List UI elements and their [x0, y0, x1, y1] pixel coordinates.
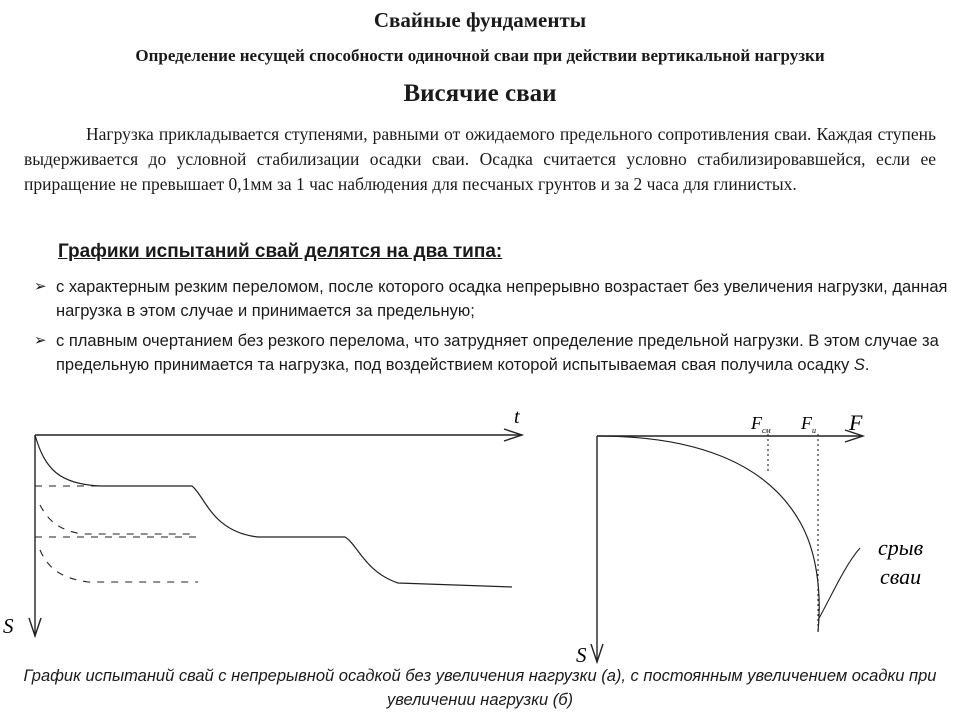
pile-failure-label-line1: срыв — [878, 535, 924, 560]
section-heading: Висячие сваи — [403, 80, 557, 107]
bullet-text: с характерным резким переломом, после которого осадка непрерывно возрастает без увеличения нагрузки, данная нагрузка в этом случае и принимается за предельную; — [56, 278, 948, 320]
settlement-axis-label: S — [576, 643, 587, 667]
pile-failure-label-line2: сваи — [880, 564, 922, 589]
load-settlement-curve — [597, 436, 819, 632]
arrow-bullet-icon: ➢ — [34, 332, 47, 349]
list-item — [30, 329, 950, 377]
list-item — [30, 275, 950, 323]
f-u-label: $F_u$ — [801, 413, 816, 435]
arrow-bullet-icon: ➢ — [34, 278, 47, 295]
bullet-end: . — [864, 356, 870, 374]
settlement-axis-label: S — [3, 614, 14, 638]
test-graph-types-heading: Графики испытаний свай делятся на два типа: — [58, 241, 503, 262]
repeat-curve-2 — [40, 550, 198, 582]
repeat-curve-1 — [40, 505, 195, 534]
bullet-text: с плавным очертанием без резкого перелома, что затрудняет определение предельной нагрузки. В этом случае за предельную принимается та нагрузка, под воздействием которой испытываемая свая получила осадку — [56, 332, 939, 374]
load-axis-label: F — [849, 410, 863, 435]
graph-types-list — [30, 275, 950, 383]
pile-failure-leader — [818, 548, 860, 620]
load-settlement-graph — [560, 400, 960, 670]
slide-title: Свайные фундаменты — [373, 8, 587, 32]
settlement-symbol: S — [853, 356, 865, 374]
load-procedure-paragraph: Нагрузка прикладывается ступенями, равными от ожидаемого предельного сопротивления сваи. Каждая ступень выдерживается до условной стабилизации осадки сваи. Осадка считается условно стабилизировавшейся, если ее приращение не превышает 0,1мм за 1 час наблюдения для песчаных грунтов и за 2 часа для глинистых. — [24, 124, 936, 194]
figure-caption: График испытаний свай с непрерывной осадкой без увеличения нагрузки (а), с постоянным увеличением осадки при увеличении нагрузки (б) — [23, 667, 937, 709]
settlement-curve — [35, 435, 512, 587]
slide-subtitle: Определение несущей способности одиночной сваи при действии вертикальной нагрузки — [135, 46, 825, 65]
settlement-time-graph — [0, 400, 540, 650]
f-cm-label: $F_{см}$ — [751, 413, 771, 435]
time-axis-label: t — [514, 406, 520, 428]
